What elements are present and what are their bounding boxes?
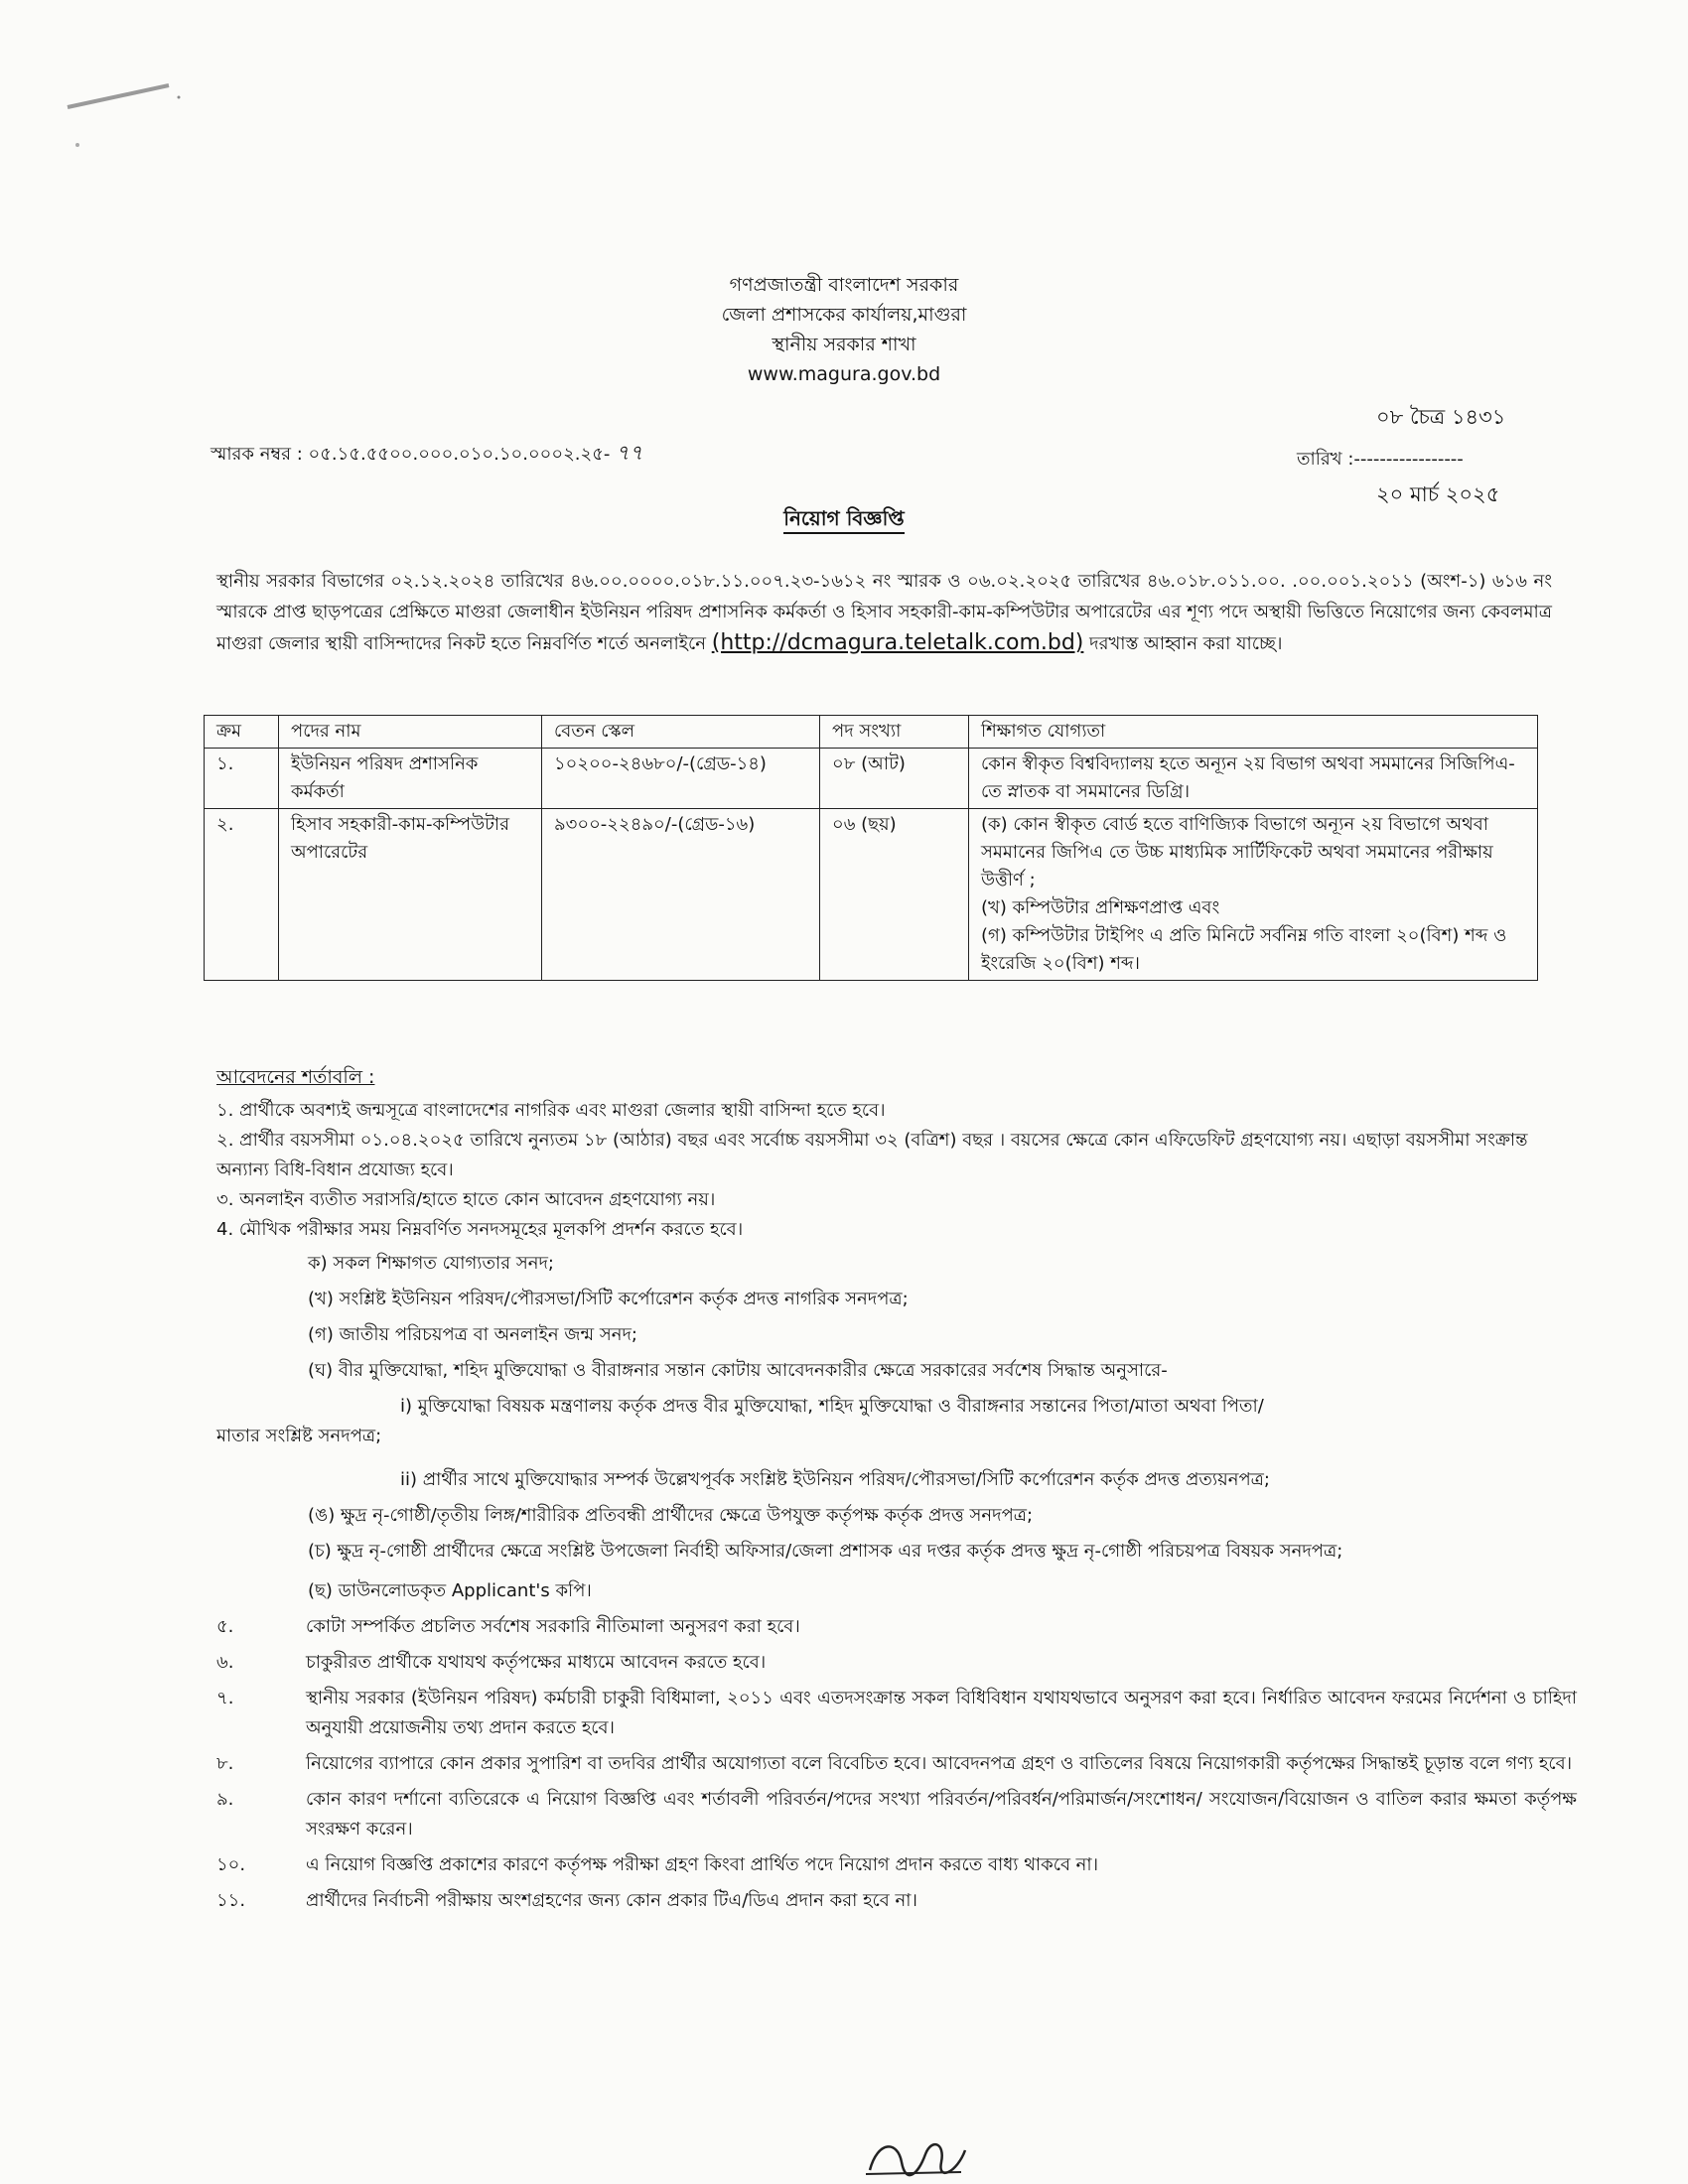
memo-label: স্মারক নম্বর : <box>211 444 303 465</box>
document-item: (ঙ) ক্ষুদ্র নৃ-গোষ্ঠী/তৃতীয় লিঙ্গ/শারীরিক প্রতিবন্ধী প্রার্থীদের ক্ষেত্রে উপযুক্ত কর্তৃপক্ষ কর্তৃক প্রদত্ত সনদপত্র; <box>308 1505 1034 1526</box>
condition-text: প্রার্থীদের নির্বাচনী পরীক্ষায় অংশগ্রহণের জন্য কোন প্রকার টিএ/ডিএ প্রদান করা হবে না। <box>306 1890 917 1911</box>
document-item: (গ) জাতীয় পরিচয়পত্র বা অনলাইন জন্ম সনদ; <box>308 1324 637 1345</box>
header-qualification: শিক্ষাগত যোগ্যতা <box>969 716 1538 749</box>
document-subitem: i) মুক্তিযোদ্ধা বিষয়ক মন্ত্রণালয় কর্তৃক প্রদত্ত বীর মুক্তিযোদ্ধা, শহিদ মুক্তিযোদ্ধা ও বীরাঙ্গনার সন্তানের পিতা/মাতা অথবা পিতা/ <box>400 1396 1264 1417</box>
numbered-condition <box>216 1684 1577 1743</box>
row-serial: ১. <box>205 749 279 809</box>
government-name: গণপ্রজাতন্ত্রী বাংলাদেশ সরকার <box>729 274 959 296</box>
document-item: (খ) সংশ্লিষ্ট ইউনিয়ন পরিষদ/পৌরসভা/সিটি কর্পোরেশন কর্তৃক প্রদত্ত নাগরিক সনদপত্র; <box>308 1289 909 1309</box>
scan-artifact-icon <box>60 79 199 159</box>
qualification-line: (ক) কোন স্বীকৃত বোর্ড হতে বাণিজ্যিক বিভাগে অন্যূন ২য় বিভাগে অথবা সমমানের জিপিএ তে উচ্চ মাধ্যমিক সার্টিফিকেট অথবা সমমানের পরীক্ষায় উত্তীর্ণ ; <box>981 814 1493 890</box>
condition-number: ৬. <box>216 1652 234 1673</box>
document-item: ক) সকল শিক্ষাগত যোগ্যতার সনদ; <box>308 1253 554 1274</box>
header-serial: ক্রম <box>205 716 279 749</box>
office-name: জেলা প্রশাসকের কার্যালয়,মাগুরা <box>721 304 967 326</box>
row-qualification <box>969 749 1538 809</box>
notice-title-text: নিয়োগ বিজ্ঞপ্তি <box>783 506 905 534</box>
condition-number: ৮. <box>216 1753 234 1774</box>
row-post: হিসাব সহকারী-কাম-কম্পিউটার অপারেটের <box>279 809 542 981</box>
conditions-title: আবেদনের শর্তাবলি : <box>216 1066 375 1088</box>
office-header <box>0 270 1688 389</box>
numbered-condition <box>216 1648 1577 1678</box>
row-scale: ৯৩০০-২২৪৯০/-(গ্রেড-১৬) <box>542 809 820 981</box>
condition-number: ১০. <box>216 1854 246 1875</box>
condition-number: ১১. <box>216 1890 246 1911</box>
intro-paragraph <box>216 566 1552 659</box>
table-row <box>205 749 1538 809</box>
memo-handwritten-suffix: ৭৭ <box>616 441 643 465</box>
qualification-line: কোন স্বীকৃত বিশ্ববিদ্যালয় হতে অন্যূন ২য় বিভাগ অথবা সমমানের সিজিপিএ-তে স্নাতক বা সমমানের ডিগ্রি। <box>981 753 1515 802</box>
conditions-section <box>216 1062 1577 1916</box>
condition-text: কোন কারণ দর্শানো ব্যতিরেকে এ নিয়োগ বিজ্ঞপ্তি এবং শর্তাবলী পরিবর্তন/পদের সংখ্যা পরিবর্তন/পরিবর্ধন/পরিমার্জন/সংশোধন/ সংযোজন/বিয়োজন ও বাতিল করার ক্ষমতা কর্তৃপক্ষ সংরক্ষণ করেন। <box>306 1789 1577 1840</box>
row-count: ০৬ (ছয়) <box>820 809 969 981</box>
signature-icon <box>862 2132 971 2180</box>
condition-text: এ নিয়োগ বিজ্ঞপ্তি প্রকাশের কারণে কর্তৃপক্ষ পরীক্ষা গ্রহণ কিংবা প্রার্থিত পদে নিয়োগ প্রদান করতে বাধ্য থাকবে না। <box>306 1854 1099 1875</box>
condition-item: ১. প্রার্থীকে অবশ্যই জন্মসূত্রে বাংলাদেশের নাগরিক এবং মাগুরা জেলার স্থায়ী বাসিন্দা হতে হবে। <box>216 1100 886 1121</box>
condition-text: স্থানীয় সরকার (ইউনিয়ন পরিষদ) কর্মচারী চাকুরী বিধিমালা, ২০১১ এবং এতদসংক্রান্ত সকল বিধিবিধান যথাযথভাবে অনুসরণ করা হবে। নির্ধারিত আবেদন ফরমের নির্দেশনা ও চাহিদা অনুযায়ী প্রয়োজনীয় তথ্য প্রদান করতে হবে। <box>306 1688 1577 1738</box>
header-count: পদ সংখ্যা <box>820 716 969 749</box>
intro-suffix: দরখাস্ত আহ্বান করা যাচ্ছে। <box>1083 633 1283 654</box>
branch-name: স্থানীয় সরকার শাখা <box>772 334 916 355</box>
posts-table <box>204 715 1538 981</box>
document-item: (চ) ক্ষুদ্র নৃ-গোষ্ঠী প্রার্থীদের ক্ষেত্রে সংশ্লিষ্ট উপজেলা নির্বাহী অফিসার/জেলা প্রশাসক এর দপ্তর কর্তৃক প্রদত্ত ক্ষুদ্র নৃ-গোষ্ঠী পরিচয়পত্র বিষয়ক সনদপত্র; <box>308 1541 1343 1562</box>
intro-text: স্থানীয় সরকার বিভাগের ০২.১২.২০২৪ তারিখের ৪৬.০০.০০০০.০১৮.১১.০০৭.২৩-১৬১২ নং স্মারক ও ০৬.০২.২০২৫ তারিখের ৪৬.০১৮.০১১.০০. .০০.০০১.২০১১ (অংশ-১) ৬১৬ নং স্মারকে প্রাপ্ত ছাড়পত্রের প্রেক্ষিতে মাগুরা জেলাধীন ইউনিয়ন পরিষদ প্রশাসনিক কর্মকর্তা ও হিসাব সহকারী-কাম-কম্পিউটার অপারেটের এর শূণ্য পদে অস্থায়ী ভিত্তিতে নিয়োগের জন্য কেবলমাত্র মাগুরা জেলার স্থায়ী বাসিন্দাদের নিকট হতে নিম্নবর্ণিত শর্তে অনলাইনে <box>216 571 1552 654</box>
qualification-line: (খ) কম্পিউটার প্রশিক্ষণপ্রাপ্ত এবং <box>981 897 1220 918</box>
row-count: ০৮ (আট) <box>820 749 969 809</box>
row-qualification <box>969 809 1538 981</box>
numbered-condition <box>216 1886 1577 1916</box>
document-item: (ছ) ডাউনলোডকৃত Applicant's কপি। <box>308 1580 592 1601</box>
document-subitem-continued: মাতার সংশ্লিষ্ট সনদপত্র; <box>216 1426 382 1446</box>
table-row <box>205 809 1538 981</box>
condition-number: ৭. <box>216 1688 234 1708</box>
document-item: (ঘ) বীর মুক্তিযোদ্ধা, শহিদ মুক্তিযোদ্ধা ও বীরাঙ্গনার সন্তান কোটায় আবেদনকারীর ক্ষেত্রে সরকারের সর্বশেষ সিদ্ধান্ত অনুসারে- <box>308 1360 1168 1381</box>
numbered-condition <box>216 1850 1577 1880</box>
date-label: তারিখ :----------------- <box>1297 449 1464 470</box>
numbered-condition <box>216 1749 1577 1779</box>
memo-value: ০৫.১৫.৫৫০০.০০০.০১০.১০.০০০২.২৫- <box>308 444 611 465</box>
row-scale: ১০২০০-২৪৬৮০/-(গ্রেড-১৪) <box>542 749 820 809</box>
website-text: www.magura.gov.bd <box>747 363 941 385</box>
condition-text: নিয়োগের ব্যাপারে কোন প্রকার সুপারিশ বা তদবির প্রার্থীর অযোগ্যতা বলে বিবেচিত হবে। আবেদনপত্র গ্রহণ ও বাতিলের বিষয়ে নিয়োগকারী কর্তৃপক্ষের সিদ্ধান্তই চূড়ান্ত বলে গণ্য হবে। <box>306 1753 1573 1774</box>
condition-item: 4. মৌখিক পরীক্ষার সময় নিম্নবর্ণিত সনদসমূহের মূলকপি প্রদর্শন করতে হবে। <box>216 1219 744 1240</box>
condition-text: চাকুরীরত প্রার্থীকে যথাযথ কর্তৃপক্ষের মাধ্যমে আবেদন করতে হবে। <box>306 1652 767 1673</box>
condition-item: ৩. অনলাইন ব্যতীত সরাসরি/হাতে হাতে কোন আবেদন গ্রহণযোগ্য নয়। <box>216 1189 716 1210</box>
condition-number: ৯. <box>216 1789 234 1810</box>
row-post: ইউনিয়ন পরিষদ প্রশাসনিক কর্মকর্তা <box>279 749 542 809</box>
qualification-line: (গ) কম্পিউটার টাইপিং এ প্রতি মিনিটে সর্বনিম্ন গতি বাংলা ২০(বিশ) শব্দ ও ইংরেজি ২০(বিশ) শব্দ। <box>981 925 1507 974</box>
table-header-row <box>205 716 1538 749</box>
notice-title <box>0 504 1688 537</box>
condition-text: কোটা সম্পর্কিত প্রচলিত সর্বশেষ সরকারি নীতিমালা অনুসরণ করা হবে। <box>306 1616 800 1637</box>
row-serial: ২. <box>205 809 279 981</box>
header-scale: বেতন স্কেল <box>542 716 820 749</box>
date-english: ২০ মার্চ ২০২৫ <box>1376 482 1500 506</box>
date-bengali: ০৮ চৈত্র ১৪৩১ <box>1376 405 1506 429</box>
numbered-condition <box>216 1612 1577 1642</box>
numbered-condition <box>216 1785 1577 1844</box>
condition-item: ২. প্রার্থীর বয়সসীমা ০১.০৪.২০২৫ তারিখে নুন্যতম ১৮ (আঠার) বছর এবং সর্বোচ্চ বয়সসীমা ৩২ (বত্রিশ) বছর । বয়সের ক্ষেত্রে কোন এফিডেফিট গ্রহণযোগ্য নয়। এছাড়া বয়সসীমা সংক্রান্ত অন্যান্য বিধি-বিধান প্রযোজ্য হবে। <box>216 1130 1528 1180</box>
condition-number: ৫. <box>216 1616 234 1637</box>
document-subitem: ii) প্রার্থীর সাথে মুক্তিযোদ্ধার সম্পর্ক উল্লেখপূর্বক সংশ্লিষ্ট ইউনিয়ন পরিষদ/পৌরসভা/সিটি কর্পোরেশন কর্তৃক প্রদত্ত প্রত্যয়নপত্র; <box>400 1469 1270 1490</box>
header-post: পদের নাম <box>279 716 542 749</box>
application-link[interactable]: (http://dcmagura.teletalk.com.bd) <box>711 630 1084 655</box>
memo-number <box>211 437 642 472</box>
